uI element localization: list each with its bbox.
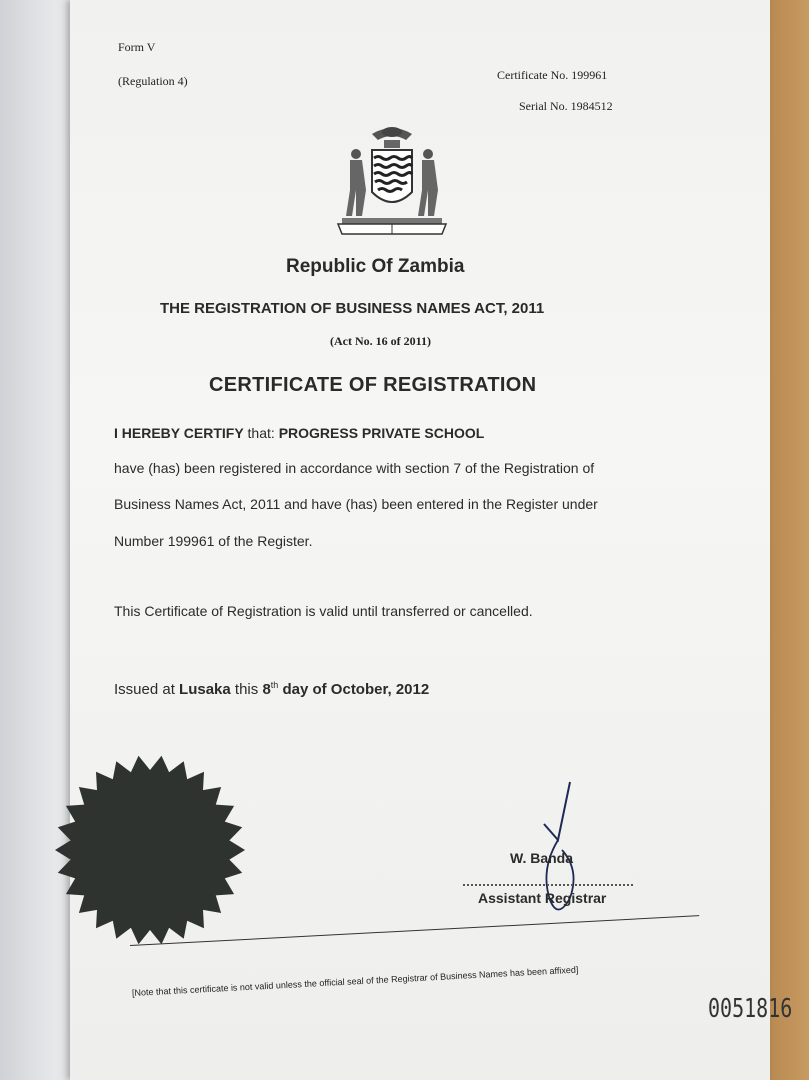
issued-rest: day of October, 2012 (278, 681, 430, 698)
issued-line (114, 680, 429, 698)
number-prefix: Number (114, 533, 168, 549)
act-number: (Act No. 16 of 2011) (330, 334, 431, 348)
signature-dotted-line (463, 884, 633, 886)
serial-number: Serial No. 1984512 (519, 99, 613, 113)
certify-that: that: (243, 425, 279, 441)
issued-mid: this (230, 681, 263, 698)
register-number: 199961 (167, 533, 215, 549)
republic-heading: Republic Of Zambia (286, 256, 465, 277)
number-suffix: of the Register. (214, 533, 313, 549)
act-title: THE REGISTRATION OF BUSINESS NAMES ACT, 2011 (160, 300, 545, 317)
issued-place: Lusaka (179, 681, 231, 698)
certify-prefix: I HEREBY CERTIFY (114, 425, 244, 441)
body-line-1: have (has) been registered in accordance with section 7 of the Registration of (114, 460, 595, 476)
official-seal-icon (50, 750, 250, 950)
issued-day: 8 (262, 681, 271, 698)
zambia-coat-of-arms-icon (332, 120, 452, 240)
regulation-label: (Regulation 4) (118, 74, 188, 88)
certify-line (114, 425, 484, 441)
body-line-2: Business Names Act, 2011 and have (has) been entered in the Register under (114, 496, 598, 512)
signatory-name: W. Banda (510, 850, 574, 866)
certificate-title: CERTIFICATE OF REGISTRATION (209, 374, 537, 396)
form-label: Form V (118, 40, 156, 54)
issued-day-suffix: th (270, 680, 279, 690)
body-line-3 (114, 533, 312, 549)
signatory-title: Assistant Registrar (478, 890, 607, 906)
validity-statement: This Certificate of Registration is valid until transferred or cancelled. (114, 603, 533, 619)
certificate-page (70, 0, 793, 1080)
certificate-number: Certificate No. 199961 (497, 68, 608, 82)
stamp-number: 0051816 (708, 992, 793, 1024)
issued-prefix: Issued at (114, 681, 180, 698)
validity-note: [Note that this certificate is not valid unless the official seal of the Registrar of Business Names has been affixed] (131, 964, 579, 998)
business-name: PROGRESS PRIVATE SCHOOL (278, 425, 485, 441)
